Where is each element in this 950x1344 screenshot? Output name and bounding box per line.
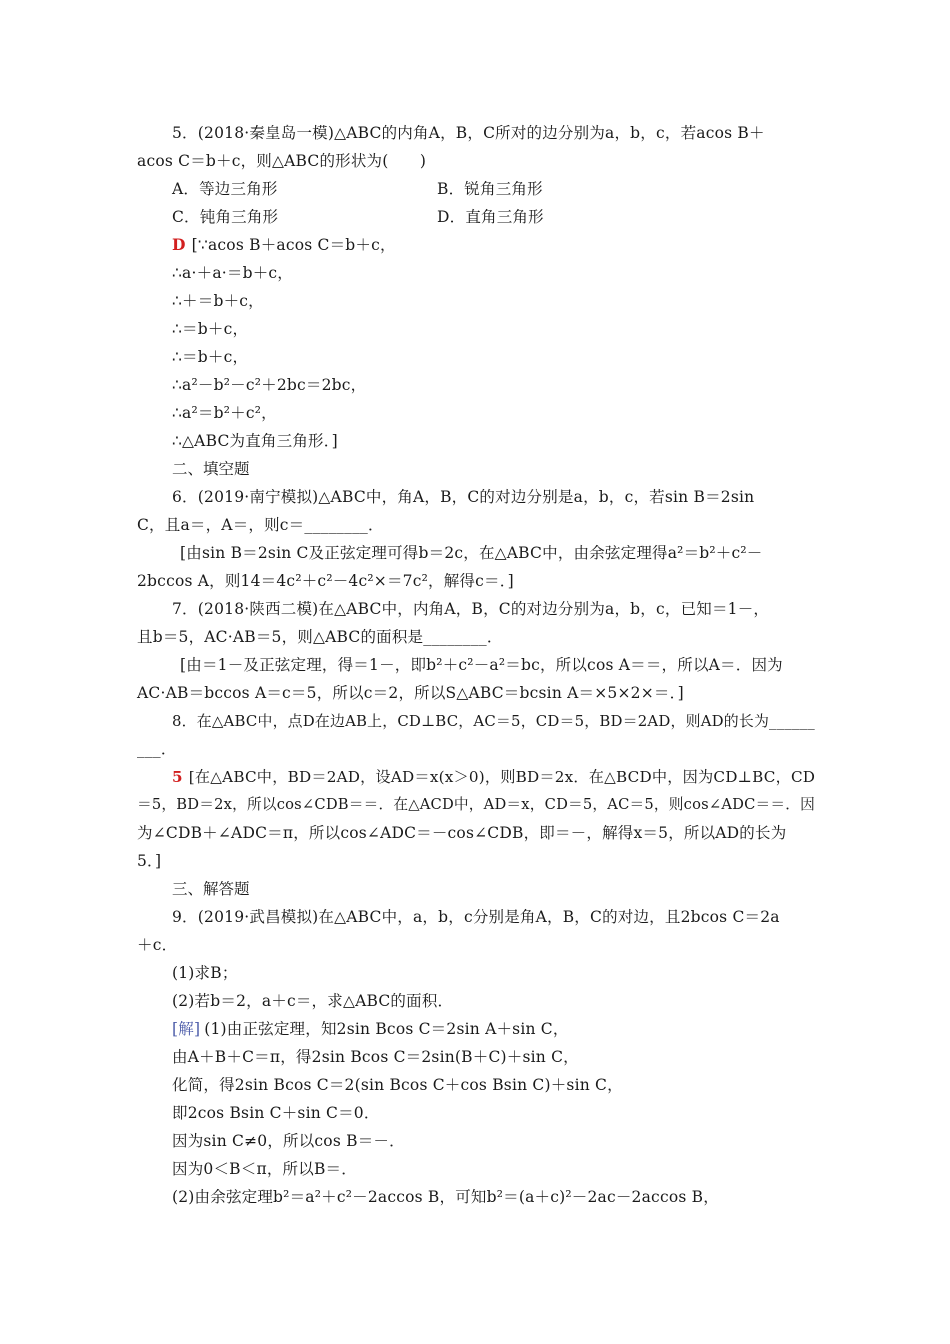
q5-option-b: B．锐角三角形 <box>437 180 543 198</box>
q9-solution-line2: 由A＋B＋C＝π，得2sin Bcos C＝2sin(B＋C)＋sin C， <box>172 1048 579 1066</box>
q5-stem-line1: 5．(2018·秦皇岛一模)△ABC的内角A，B，C所对的边分别为a，b，c，若acos B＋ <box>172 124 765 142</box>
q9-stem-line1: 9．(2019·武昌模拟)在△ABC中，a，b，c分别是角A，B，C的对边，且2bcos C＝2a <box>172 908 780 926</box>
q9-solution-line7: (2)由余弦定理b²＝a²＋c²－2accos B，可知b²＝(a＋c)²－2ac－2accos B， <box>172 1188 719 1206</box>
q9-solution-line6: 因为0＜B＜π，所以B＝． <box>172 1160 357 1178</box>
q8-solution-line4: 5．] <box>137 852 162 870</box>
q5-option-a: A．等边三角形 <box>172 180 278 198</box>
q8-answer: 5 <box>172 768 183 786</box>
q6-solution-line1: [由sin B＝2sin C及正弦定理可得b＝2c，在△ABC中，由余弦定理得a²＝b²＋c²－ <box>180 544 763 562</box>
q7-solution-line2: AC·AB＝bccos A＝c＝5，所以c＝2，所以S△ABC＝bcsin A＝×5×2×＝．] <box>137 684 684 702</box>
q9-solution-line1: [解] (1)由正弦定理，知2sin Bcos C＝2sin A＋sin C， <box>172 1020 569 1038</box>
q9-part2: (2)若b＝2，a＋c＝，求△ABC的面积． <box>172 992 454 1010</box>
q5-solution-line2: ∴a·＋a·＝b＋c， <box>172 264 294 282</box>
q8-stem-line2: ___． <box>137 740 177 758</box>
q9-solution-label: [解] <box>172 1020 201 1038</box>
q8-solution-line1: 5 [在△ABC中，BD＝2AD，设AD＝x(x＞0)，则BD＝2x．在△BCD中，因为CD⊥BC，CD <box>172 768 816 786</box>
q9-solution-line5: 因为sin C≠0，所以cos B＝－． <box>172 1132 405 1150</box>
q9-part1: (1)求B； <box>172 964 238 982</box>
q5-option-c: C．钝角三角形 <box>172 208 279 226</box>
q5-stem-line2: acos C＝b＋c，则△ABC的形状为( ) <box>137 152 427 170</box>
q8-solution-line3: 为∠CDB＋∠ADC＝π，所以cos∠ADC＝－cos∠CDB，即＝－，解得x＝5，所以AD的长为 <box>137 824 787 842</box>
q6-stem-line2: C，且a＝，A＝，则c＝________． <box>137 516 384 534</box>
q7-stem-line1: 7．(2018·陕西二模)在△ABC中，内角A，B，C的对边分别为a，b，c，已知＝1－， <box>172 600 770 618</box>
q5-solution-line4: ∴＝b＋c， <box>172 320 249 338</box>
q7-solution-line1: [由＝1－及正弦定理，得＝1－，即b²＋c²－a²＝bc，所以cos A＝＝，所以A＝．因为 <box>180 656 783 674</box>
section-heading-fill-in: 二、填空题 <box>172 460 250 478</box>
q5-solution-line1: D [∵acos B＋acos C＝b＋c， <box>172 235 396 254</box>
q6-solution-line2: 2bccos A，则14＝4c²＋c²－4c²×＝7c²，解得c＝．] <box>137 572 514 590</box>
q9-stem-line2: ＋c． <box>137 936 178 954</box>
q5-solution-line7: ∴a²＝b²＋c²， <box>172 404 277 422</box>
q6-stem-line1: 6．(2019·南宁模拟)△ABC中，角A，B，C的对边分别是a，b，c，若sin B＝2sin <box>172 488 755 506</box>
q5-answer-letter: D <box>172 235 186 254</box>
q9-solution-line4: 即2cos Bsin C＋sin C＝0． <box>172 1104 380 1122</box>
q5-solution-line5: ∴＝b＋c， <box>172 348 249 366</box>
q5-solution-line3: ∴＋＝b＋c， <box>172 292 264 310</box>
q5-solution-line8: ∴△ABC为直角三角形．] <box>172 432 338 450</box>
q7-stem-line2: 且b＝5，AC·AB＝5，则△ABC的面积是________． <box>137 628 503 646</box>
q8-stem-line1: 8．在△ABC中，点D在边AB上，CD⊥BC，AC＝5，CD＝5，BD＝2AD，则AD的长为______ <box>172 712 815 730</box>
q5-solution-line6: ∴a²－b²－c²＋2bc＝2bc， <box>172 376 367 394</box>
q8-solution-line2: ＝5，BD＝2x，所以cos∠CDB＝＝．在△ACD中，AD＝x，CD＝5，AC＝5，则cos∠ADC＝＝．因 <box>137 796 816 813</box>
q9-solution-line3: 化简，得2sin Bcos C＝2(sin Bcos C＋cos Bsin C)＋sin C， <box>172 1076 623 1094</box>
section-heading-answer: 三、解答题 <box>172 880 250 898</box>
q5-option-d: D．直角三角形 <box>437 208 544 226</box>
